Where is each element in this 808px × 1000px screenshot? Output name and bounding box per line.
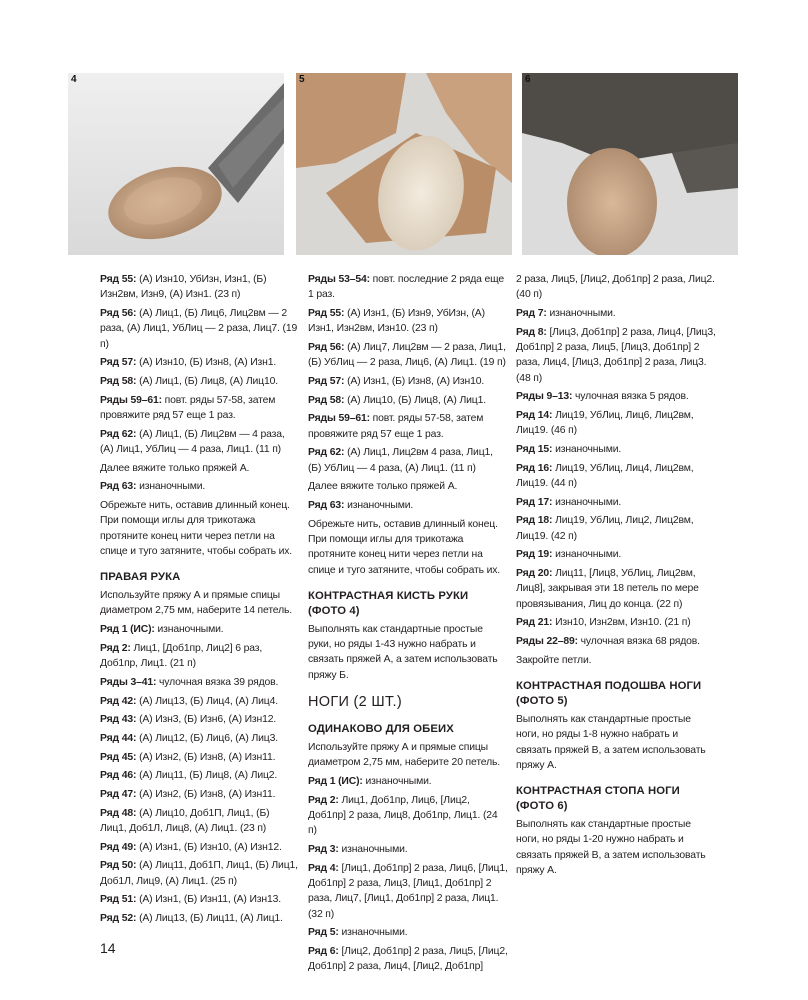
row-label: Ряд 47:: [100, 788, 137, 800]
instruction-paragraph: [308, 498, 508, 513]
row-label: Ряд 52:: [100, 912, 137, 924]
instruction-paragraph: [308, 272, 508, 303]
instruction-paragraph: [516, 461, 716, 492]
instruction-text: изнаночными.: [157, 624, 224, 636]
instruction-paragraph: [516, 566, 716, 612]
instruction-paragraph: [516, 547, 716, 562]
instruction-text: Обрежьте нить, оставив длинный конец. При помощи иглы для трикотажа протяните конец нити через петли на спице и туго затяните, чтобы собрать их.: [100, 499, 293, 557]
instruction-text: повт. ряды 57-58, затем провяжите ряд 57 еще 1 раз.: [100, 394, 276, 421]
instruction-paragraph: [100, 622, 298, 637]
instruction-paragraph: [516, 634, 716, 649]
instruction-text: изнаночными.: [549, 307, 616, 319]
instruction-paragraph: [516, 817, 716, 878]
row-label: Ряд 43:: [100, 714, 137, 726]
instruction-text: изнаночными.: [555, 549, 622, 561]
instruction-paragraph: [100, 787, 298, 802]
instruction-text: чулочная вязка 5 рядов.: [575, 391, 689, 403]
instruction-paragraph: [516, 653, 716, 668]
instruction-paragraph: [516, 408, 716, 439]
instruction-paragraph: [308, 944, 508, 975]
row-label: Ряд 57:: [308, 375, 345, 387]
instruction-paragraph: [516, 712, 716, 773]
row-label: Ряд 16:: [516, 462, 553, 474]
instruction-text: изнаночными.: [347, 499, 414, 511]
instruction-paragraph: [308, 793, 508, 839]
instruction-text: изнаночными.: [555, 496, 622, 508]
instruction-paragraph: [100, 911, 298, 926]
instruction-paragraph: [100, 892, 298, 907]
instruction-paragraph: [308, 517, 508, 578]
instruction-text: Выполнять как стандартные простые ноги, но ряды 1-20 нужно набрать и связать пряжей В, а затем использовать пряжу А.: [516, 819, 706, 876]
subsection-heading: КОНТРАСТНАЯ КИСТЬ РУКИ (ФОТО 4): [308, 589, 469, 617]
row-label: Ряд 56:: [308, 341, 345, 353]
instruction-paragraph: [100, 588, 298, 619]
instruction-paragraph: [516, 442, 716, 457]
instruction-text: (А) Лиц1, (Б) Лиц6, Лиц2вм — 2 раза, (А) Лиц1, УбЛиц — 2 раза, Лиц7. (19 п): [100, 307, 298, 350]
row-label: Ряд 46:: [100, 770, 137, 782]
instruction-text: изнаночными.: [365, 776, 432, 788]
instruction-paragraph: [516, 306, 716, 321]
text-column-2: [308, 272, 508, 978]
row-label: Ряды 59–61:: [100, 394, 162, 406]
photo-4: [68, 73, 284, 255]
instruction-paragraph: [100, 641, 298, 672]
instruction-paragraph: [308, 306, 508, 337]
row-label: Ряд 50:: [100, 860, 137, 872]
row-label: Ряд 14:: [516, 409, 553, 421]
instruction-text: (А) Изн2, (Б) Изн8, (А) Изн11.: [139, 788, 276, 800]
instruction-text: Лиц1, Доб1пр, Лиц6, [Лиц2, Доб1пр] 2 раза, Лиц8, Доб1пр, Лиц1. (24 п): [308, 794, 498, 837]
instruction-text: изнаночными.: [555, 443, 622, 455]
row-label: Ряд 21:: [516, 617, 553, 629]
instruction-paragraph: [308, 925, 508, 940]
instruction-text: (А) Лиц1, (Б) Лиц8, (А) Лиц10.: [139, 375, 278, 387]
row-label: Ряд 58:: [100, 375, 137, 387]
instruction-paragraph: [100, 427, 298, 458]
instruction-paragraph: [100, 675, 298, 690]
row-label: Ряд 5:: [308, 927, 339, 939]
instruction-text: чулочная вязка 39 рядов.: [159, 676, 279, 688]
instruction-paragraph: [100, 840, 298, 855]
instruction-text: Обрежьте нить, оставив длинный конец. При помощи иглы для трикотажа протяните конец нити через петли на спице и туго затяните, чтобы собрать их.: [308, 518, 501, 576]
instruction-paragraph: [308, 842, 508, 857]
instruction-text: [Лиц1, Доб1пр] 2 раза, Лиц6, [Лиц1, Доб1пр] 2 раза, Лиц3, [Лиц1, Доб1пр] 2 раза, Лиц7, [Лиц1, Доб1пр] 2 раза, Лиц1. (32 п): [308, 862, 508, 920]
row-label: Ряд 44:: [100, 732, 137, 744]
row-label: Ряд 63:: [308, 499, 345, 511]
instruction-text: Лиц19, УбЛиц, Лиц4, Лиц2вм, Лиц19. (44 п): [516, 462, 694, 489]
instruction-paragraph: [100, 355, 298, 370]
instruction-text: изнаночными.: [341, 927, 408, 939]
row-label: Ряд 62:: [100, 428, 137, 440]
instruction-text: (А) Лиц7, Лиц2вм — 2 раза, Лиц1, (Б) УбЛиц — 2 раза, Лиц6, (А) Лиц1. (19 п): [308, 341, 506, 369]
instruction-text: (А) Лиц1, Лиц2вм 4 раза, Лиц1, (Б) УбЛиц — 4 раза, (А) Лиц1. (11 п): [308, 447, 493, 474]
photo-number: 5: [299, 74, 305, 85]
instruction-text: (А) Изн2, (Б) Изн8, (А) Изн11.: [139, 751, 276, 763]
row-label: Ряд 17:: [516, 496, 553, 508]
instruction-paragraph: [308, 479, 508, 494]
row-label: Ряд 20:: [516, 567, 553, 579]
instruction-text: (А) Изн10, УбИзн, Изн1, (Б) Изн2вм, Изн9, (А) Изн1. (23 п): [100, 274, 267, 301]
instruction-paragraph: [100, 768, 298, 783]
row-label: Ряды 22–89:: [516, 635, 578, 647]
instruction-text: (А) Лиц13, (Б) Лиц4, (А) Лиц4.: [139, 695, 278, 707]
instruction-text: Лиц19, УбЛиц, Лиц2, Лиц2вм, Лиц19. (42 п): [516, 515, 694, 542]
row-label: Ряд 45:: [100, 751, 137, 763]
text-column-3: [516, 272, 716, 882]
row-label: Ряд 2:: [100, 642, 131, 654]
row-label: Ряд 48:: [100, 807, 137, 819]
instruction-text: (А) Лиц11, Доб1П, Лиц1, (Б) Лиц1, Доб1Л, Лиц9, (А) Лиц1. (25 п): [100, 860, 298, 887]
instruction-text: повт. последние 2 ряда еще 1 раз.: [308, 274, 505, 301]
instruction-text: (А) Изн1, (Б) Изн9, УбИзн, (А) Изн1, Изн2вм, Изн10. (23 п): [308, 307, 485, 335]
instruction-paragraph: [308, 445, 508, 476]
subsection-heading: ПРАВАЯ РУКА: [100, 571, 181, 584]
row-label: Ряд 19:: [516, 549, 553, 561]
instruction-paragraph: [100, 393, 298, 424]
instruction-text: (А) Лиц13, (Б) Лиц11, (А) Лиц1.: [139, 912, 283, 924]
instruction-text: 2 раза, Лиц5, [Лиц2, Доб1пр] 2 раза, Лиц2. (40 п): [516, 274, 715, 301]
instruction-text: (А) Изн1, (Б) Изн8, (А) Изн10.: [347, 375, 485, 387]
section-heading: НОГИ (2 ШТ.): [308, 694, 402, 711]
row-label: Ряд 55:: [100, 274, 137, 285]
instruction-text: изнаночными.: [341, 844, 408, 855]
row-label: Ряд 63:: [100, 481, 137, 493]
instruction-paragraph: [100, 306, 298, 352]
subsection-heading: КОНТРАСТНАЯ СТОПА НОГИ (ФОТО 6): [516, 785, 680, 813]
instruction-text: (А) Лиц10, (Б) Лиц8, (А) Лиц1.: [347, 394, 486, 406]
row-label: Ряд 62:: [308, 447, 345, 459]
text-column-1: [100, 272, 298, 930]
instruction-paragraph: [516, 325, 716, 386]
row-label: Ряд 58:: [308, 394, 345, 406]
instruction-text: изнаночными.: [139, 481, 206, 493]
row-label: Ряды 3–41:: [100, 676, 157, 688]
row-label: Ряд 4:: [308, 862, 339, 874]
instruction-paragraph: [100, 461, 298, 476]
subsection-heading: КОНТРАСТНАЯ ПОДОШВА НОГИ (ФОТО 5): [516, 679, 702, 707]
instruction-text: (А) Лиц1, (Б) Лиц2вм — 4 раза, (А) Лиц1, УбЛиц — 4 раза, Лиц1. (11 п): [100, 428, 285, 455]
row-label: Ряды 59–61:: [308, 413, 370, 425]
row-label: Ряд 18:: [516, 515, 553, 527]
instruction-text: Закройте петли.: [516, 654, 592, 666]
instruction-text: (А) Изн1, (Б) Изн11, (А) Изн13.: [139, 894, 281, 906]
row-label: Ряд 8:: [516, 326, 547, 338]
instruction-paragraph: [308, 774, 508, 789]
photo-5: [296, 73, 512, 255]
instruction-text: (А) Изн3, (Б) Изн6, (А) Изн12.: [139, 714, 277, 726]
subsection-heading: ОДИНАКОВО ДЛЯ ОБЕИХ: [308, 723, 454, 736]
instruction-paragraph: [308, 374, 508, 389]
instruction-paragraph: [100, 731, 298, 746]
photo-number: 6: [525, 74, 531, 85]
instruction-paragraph: [516, 389, 716, 404]
instruction-text: Изн10, Изн2вм, Изн10. (21 п): [555, 617, 691, 629]
instruction-text: (А) Изн10, (Б) Изн8, (А) Изн1.: [139, 357, 277, 369]
instruction-text: (А) Изн1, (Б) Изн10, (А) Изн12.: [139, 841, 282, 853]
instruction-text: Далее вяжите только пряжей А.: [308, 481, 458, 493]
instruction-text: Лиц19, УбЛиц, Лиц6, Лиц2вм, Лиц19. (46 п): [516, 409, 694, 437]
instruction-paragraph: [100, 272, 298, 303]
instruction-text: повт. ряды 57-58, затем провяжите ряд 57 еще 1 раз.: [308, 413, 484, 440]
instruction-paragraph: [100, 694, 298, 709]
row-label: Ряд 51:: [100, 894, 137, 906]
row-label: Ряд 1 (ИС):: [308, 776, 363, 788]
row-label: Ряд 3:: [308, 844, 339, 855]
row-label: Ряды 53–54:: [308, 274, 370, 285]
instruction-text: (А) Лиц12, (Б) Лиц6, (А) Лиц3.: [139, 732, 278, 744]
instruction-paragraph: [516, 615, 716, 630]
instruction-paragraph: [308, 411, 508, 442]
instruction-paragraph: [308, 340, 508, 371]
instruction-paragraph: [100, 750, 298, 765]
instruction-paragraph: [100, 498, 298, 559]
instruction-text: (А) Лиц10, Доб1П, Лиц1, (Б) Лиц1, Доб1Л, Лиц8, (А) Лиц1. (23 п): [100, 807, 270, 834]
instruction-paragraph: [516, 513, 716, 544]
instruction-text: Выполнять как стандартные простые ноги, но ряды 1-8 нужно набрать и связать пряжей В, а затем использовать пряжу А.: [516, 713, 706, 771]
row-label: Ряд 42:: [100, 695, 137, 707]
instruction-paragraph: [100, 858, 298, 889]
instruction-text: (А) Лиц11, (Б) Лиц8, (А) Лиц2.: [139, 770, 278, 782]
instruction-paragraph: [100, 479, 298, 494]
instruction-text: Лиц11, [Лиц8, УбЛиц, Лиц2вм, Лиц8], закрывая эти 18 петель по мере провязывания, Лиц до конца. (22 п): [516, 567, 699, 610]
instruction-text: Далее вяжите только пряжей А.: [100, 462, 250, 474]
row-label: Ряд 56:: [100, 307, 137, 319]
photo-6: [522, 73, 738, 255]
instruction-text: чулочная вязка 68 рядов.: [580, 635, 700, 647]
instruction-paragraph: [100, 806, 298, 837]
instruction-paragraph: [308, 861, 508, 922]
instruction-paragraph: [516, 272, 716, 303]
instruction-paragraph: [308, 622, 508, 683]
row-label: Ряд 2:: [308, 794, 339, 806]
instruction-paragraph: [308, 393, 508, 408]
row-label: Ряд 49:: [100, 841, 137, 853]
row-label: Ряд 57:: [100, 357, 137, 369]
instruction-paragraph: [516, 495, 716, 510]
row-label: Ряд 15:: [516, 443, 553, 455]
instruction-text: [Лиц2, Доб1пр] 2 раза, Лиц5, [Лиц2, Доб1пр] 2 раза, Лиц4, [Лиц2, Доб1пр]: [308, 945, 508, 973]
instruction-text: Выполнять как стандартные простые руки, но ряды 1-43 нужно набрать и связать пряжей А, а затем использовать пряжу Б.: [308, 623, 498, 681]
instruction-paragraph: [100, 712, 298, 727]
instruction-text: Используйте пряжу А и прямые спицы диаметром 2,75 мм, наберите 14 петель.: [100, 590, 293, 617]
row-label: Ряд 1 (ИС):: [100, 624, 155, 636]
row-label: Ряды 9–13:: [516, 391, 573, 403]
page-number: 14: [100, 940, 116, 956]
instruction-text: [Лиц3, Доб1пр] 2 раза, Лиц4, [Лиц3, Доб1пр] 2 раза, Лиц5, [Лиц3, Доб1пр] 2 раза, Лиц4, [Лиц3, Доб1пр] 2 раза, Лиц3. (48 п): [516, 326, 716, 384]
instruction-text: Используйте пряжу А и прямые спицы диаметром 2,75 мм, наберите 20 петель.: [308, 742, 501, 769]
instruction-paragraph: [308, 740, 508, 771]
row-label: Ряд 55:: [308, 307, 345, 319]
instruction-paragraph: [100, 374, 298, 389]
photo-number: 4: [71, 74, 77, 85]
row-label: Ряд 7:: [516, 307, 547, 319]
row-label: Ряд 6:: [308, 945, 339, 957]
instruction-text: Лиц1, [Доб1пр, Лиц2] 6 раз, Доб1пр, Лиц1. (21 п): [100, 642, 263, 670]
